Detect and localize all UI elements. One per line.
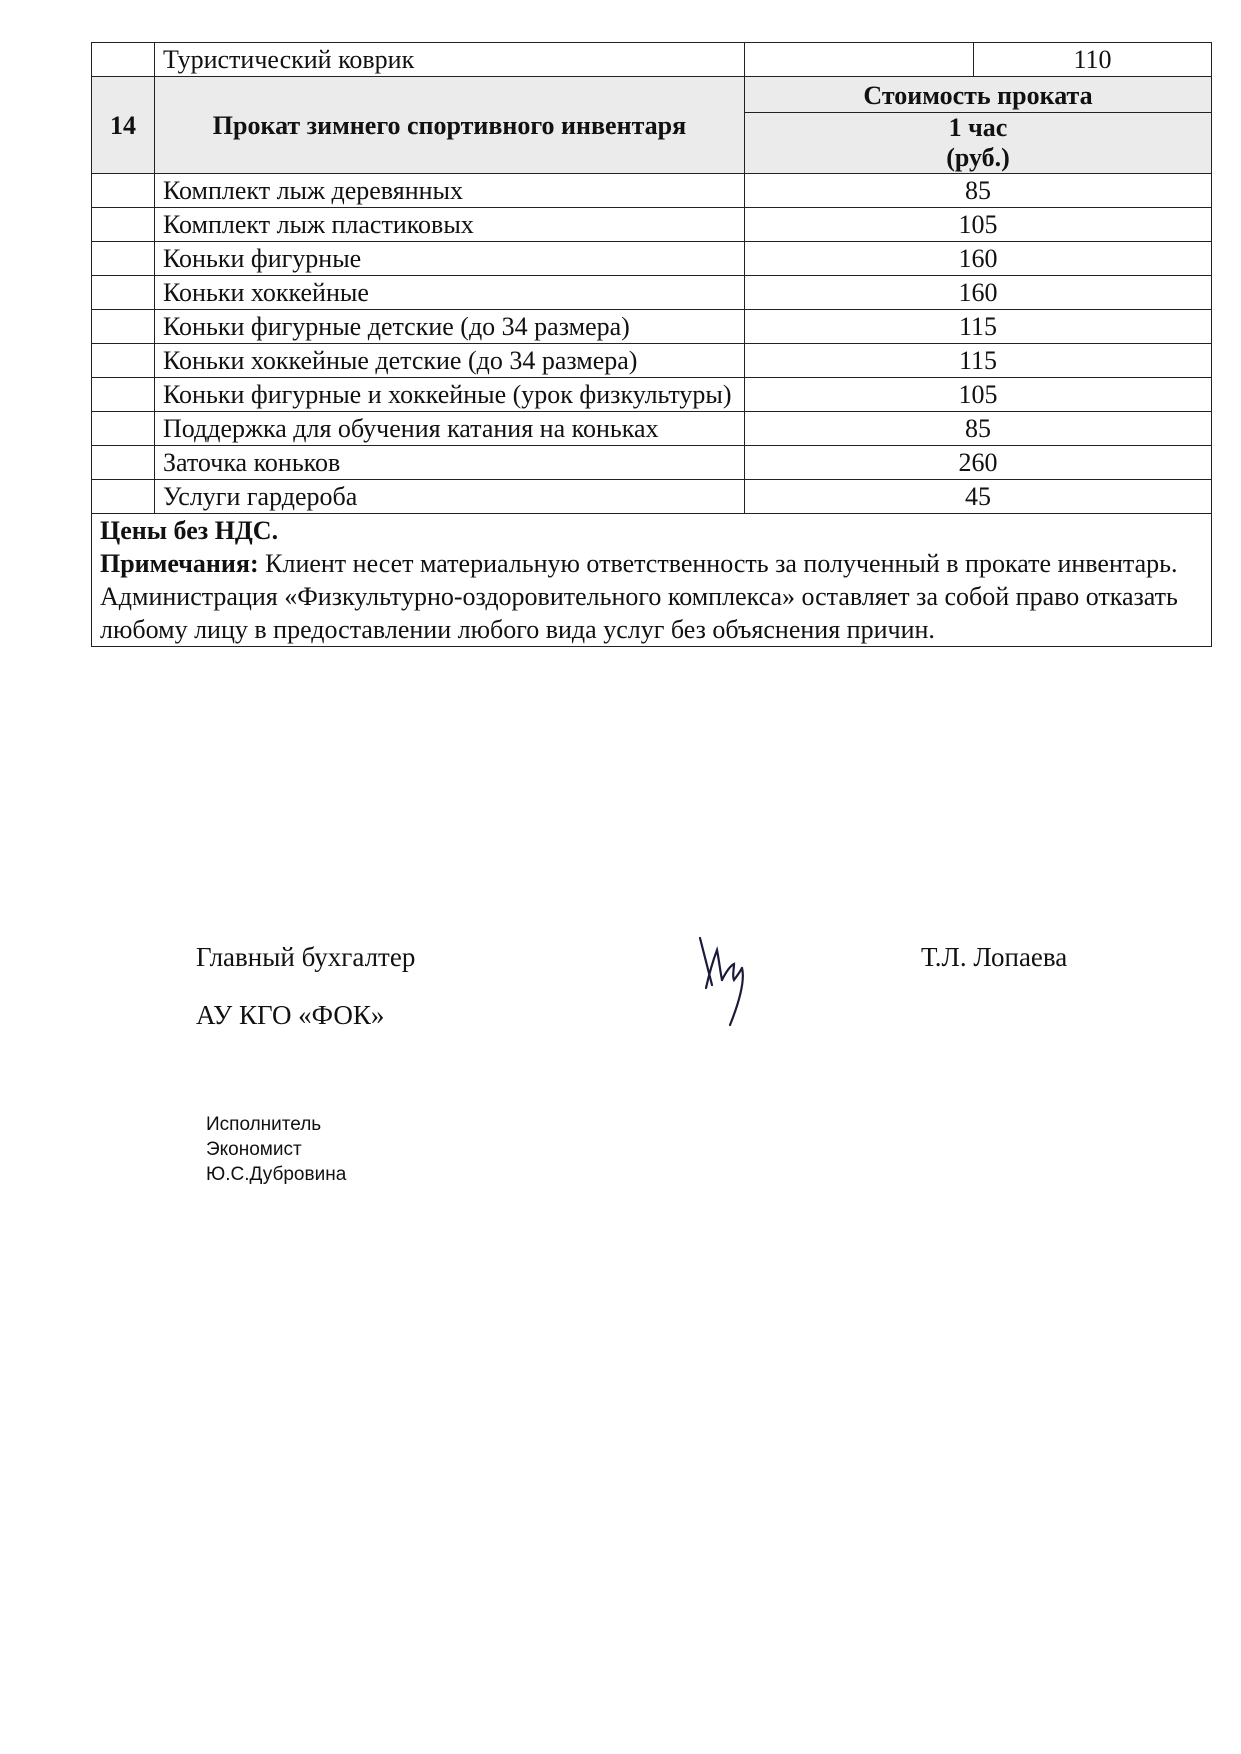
table-row (92, 412, 1212, 446)
table-row (92, 344, 1212, 378)
item-price: 160 (745, 276, 1212, 310)
item-name: Поддержка для обучения катания на коньках (155, 412, 745, 446)
table-row (92, 174, 1212, 208)
table-row (92, 242, 1212, 276)
section-number: 14 (92, 77, 155, 174)
notes-row (92, 514, 1212, 647)
table-row (92, 378, 1212, 412)
signatory-position (196, 942, 415, 973)
handwritten-signature (690, 930, 780, 1030)
item-name: Заточка коньков (155, 446, 745, 480)
item-name: Услуги гардероба (155, 480, 745, 514)
signatory-name: Т.Л. Лопаева (921, 942, 1068, 972)
signatory-position-line2: АУ КГО «ФОК» (196, 1000, 385, 1030)
item-name: Комплект лыж деревянных (155, 174, 745, 208)
executor-block (206, 1112, 346, 1187)
item-price: 160 (745, 242, 1212, 276)
table-row (92, 208, 1212, 242)
table-row (92, 43, 1212, 77)
item-price: 45 (745, 480, 1212, 514)
item-name: Коньки фигурные и хоккейные (урок физкультуры) (155, 378, 745, 412)
executor-position: Экономист (206, 1139, 302, 1160)
item-price: 260 (745, 446, 1212, 480)
table-row (92, 310, 1212, 344)
remarks-text: Клиент несет материальную ответственность за полученный в прокате инвентарь. Администрация «Физкультурно-оздоровительного комплекса» оставляет за собой право отказать любому лицу в предоставлении любого вида услуг без объяснения причин. (100, 549, 1178, 644)
unit-header-line2: (руб.) (946, 143, 1010, 172)
notes-cell (92, 514, 1212, 647)
item-name: Туристический коврик (155, 43, 745, 77)
item-price: 115 (745, 310, 1212, 344)
item-price: 110 (974, 43, 1212, 77)
section-header-row (92, 77, 1212, 113)
table-row (92, 276, 1212, 310)
item-price: 105 (745, 208, 1212, 242)
item-price: 85 (745, 174, 1212, 208)
item-price: 85 (745, 412, 1212, 446)
empty-price-cell (745, 43, 974, 77)
row-number-cell (92, 43, 155, 77)
signatory-position-line1: Главный бухгалтер (196, 942, 416, 972)
unit-header (745, 113, 1212, 174)
table-row (92, 446, 1212, 480)
remarks-label: Примечания: (100, 549, 259, 578)
item-name: Коньки фигурные (155, 242, 745, 276)
vat-note: Цены без НДС. (100, 516, 279, 545)
unit-header-line1: 1 час (948, 113, 1008, 142)
item-price: 115 (745, 344, 1212, 378)
item-name: Коньки хоккейные детские (до 34 размера) (155, 344, 745, 378)
item-price: 105 (745, 378, 1212, 412)
executor-name: Ю.С.Дубровина (206, 1164, 347, 1185)
table-row (92, 480, 1212, 514)
signatory-organization (196, 1000, 384, 1031)
executor-label: Исполнитель (206, 1114, 322, 1135)
item-name: Комплект лыж пластиковых (155, 208, 745, 242)
section-title: Прокат зимнего спортивного инвентаря (155, 77, 745, 174)
cost-header: Стоимость проката (745, 77, 1212, 113)
item-name: Коньки фигурные детские (до 34 размера) (155, 310, 745, 344)
item-name: Коньки хоккейные (155, 276, 745, 310)
price-table (91, 42, 1212, 647)
remarks (100, 547, 1203, 646)
